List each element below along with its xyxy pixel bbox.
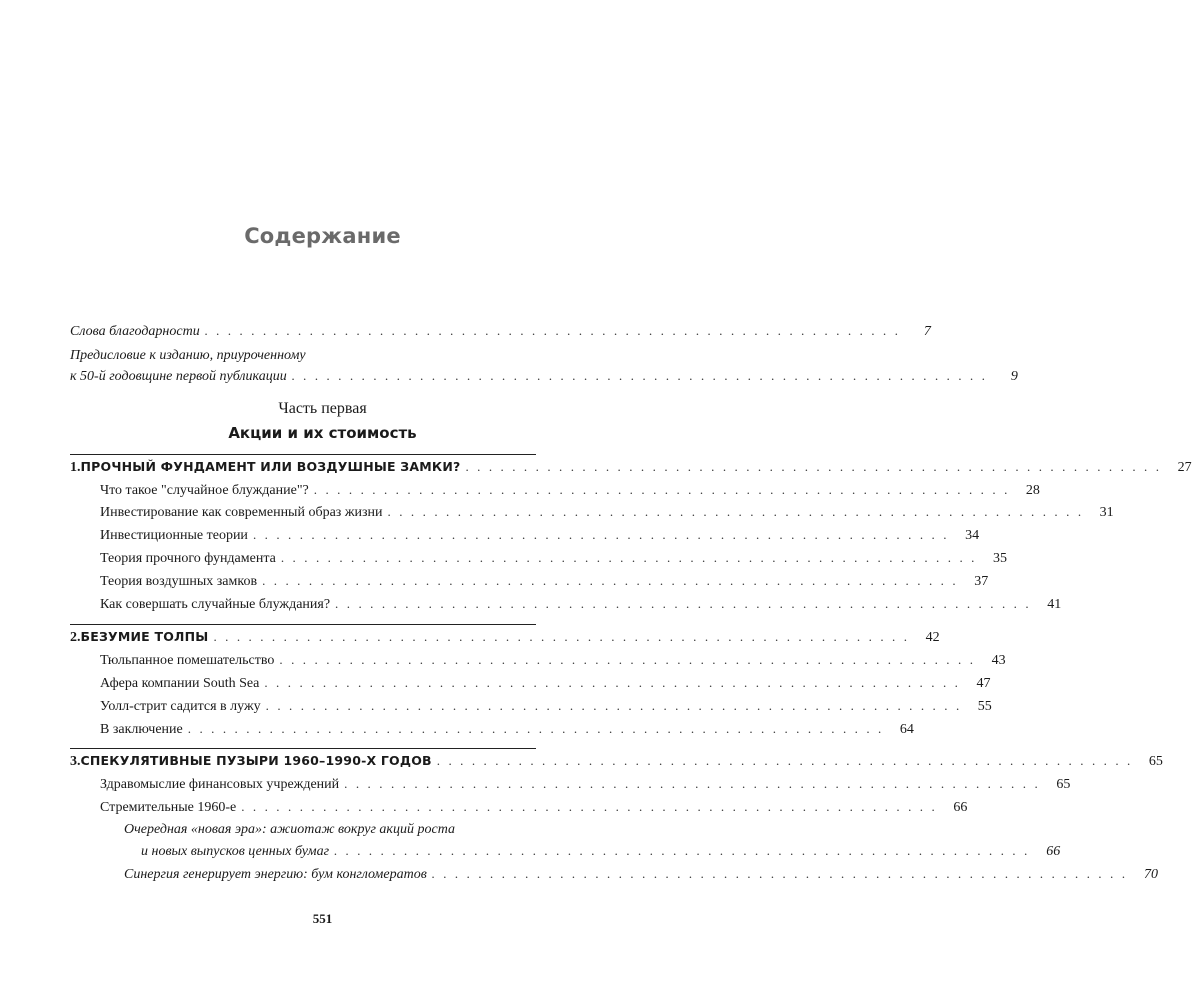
toc-entry-title-line2: к 50-й годовщине первой публикации xyxy=(70,369,287,384)
dot-leader: . . . . . . . . . . . . . . . . . . . . . . . . . . . . . . . . . . . . . . . . . . . . . . . . . . . . . . . . . . . . xyxy=(291,368,988,383)
dot-leader: . . . . . . . . . . . . . . . . . . . . . . . . . . . . . . . . . . . . . . . . . . . . . . . . . . . . . . . . . . . . xyxy=(262,573,959,588)
dot-leader: . . . . . . . . . . . . . . . . . . . . . . . . . . . . . . . . . . . . . . . . . . . . . . . . . . . . . . . . . . . . xyxy=(313,482,1010,497)
section-entry[interactable] xyxy=(100,720,914,739)
subsection-title-line2: и новых выпусков ценных бумаг xyxy=(141,844,330,859)
section-entry[interactable] xyxy=(100,549,1007,568)
section-title: Инвестирование как современный образ жизни xyxy=(100,505,383,520)
toc-entry[interactable] xyxy=(70,367,1018,386)
chapter-heading[interactable] xyxy=(70,628,940,647)
dot-leader: . . . . . . . . . . . . . . . . . . . . . . . . . . . . . . . . . . . . . . . . . . . . . . . . . . . . . . . . . . . . xyxy=(252,527,950,542)
dot-leader: . . . . . . . . . . . . . . . . . . . . . . . . . . . . . . . . . . . . . . . . . . . . . . . . . . . . . . . . . . . . xyxy=(213,629,910,644)
section-title: Теория воздушных замков xyxy=(100,574,258,589)
section-page: 41 xyxy=(1047,597,1062,612)
section-entry[interactable] xyxy=(100,526,980,545)
section-page: 35 xyxy=(993,551,1007,566)
section-title: Стремительные 1960-е xyxy=(100,800,237,815)
section-title: Афера компании South Sea xyxy=(100,676,260,691)
section-entry[interactable] xyxy=(100,481,1040,500)
section-entry[interactable] xyxy=(100,651,1006,670)
chapter-page: 42 xyxy=(925,630,940,645)
toc-entry[interactable] xyxy=(70,322,931,341)
dot-leader: . . . . . . . . . . . . . . . . . . . . . . . . . . . . . . . . . . . . . . . . . . . . . . . . . . . . . . . . . . . . xyxy=(344,776,1041,791)
section-entry[interactable] xyxy=(100,697,992,716)
section-page: 64 xyxy=(899,722,914,737)
chapter-title: СПЕКУЛЯТИВНЫЕ ПУЗЫРИ 1960–1990-Х ГОДОВ xyxy=(80,753,432,768)
section-entry[interactable] xyxy=(100,674,991,693)
section-page: 55 xyxy=(977,699,992,714)
section-title: Как совершать случайные блуждания? xyxy=(100,597,331,612)
section-page: 31 xyxy=(1099,505,1114,520)
toc-entry-title: Слова благодарности xyxy=(70,324,200,339)
subsection-page: 70 xyxy=(1143,867,1158,882)
chapter-page: 27 xyxy=(1177,460,1192,475)
toc-entry-page: 9 xyxy=(1010,369,1018,384)
subsection-entry[interactable] xyxy=(141,842,1061,861)
toc-entry-page: 7 xyxy=(923,324,931,339)
dot-leader: . . . . . . . . . . . . . . . . . . . . . . . . . . . . . . . . . . . . . . . . . . . . . . . . . . . . . . . . . . . . xyxy=(465,459,1162,474)
chapter-number: 1. xyxy=(70,460,81,475)
dot-leader: . . . . . . . . . . . . . . . . . . . . . . . . . . . . . . . . . . . . . . . . . . . . . . . . . . . . . . . . . . . . xyxy=(280,550,977,565)
chapter-divider xyxy=(70,748,536,749)
chapter-number: 2. xyxy=(70,630,81,645)
dot-leader: . . . . . . . . . . . . . . . . . . . . . . . . . . . . . . . . . . . . . . . . . . . . . . . . . . . . . . . . . . . . xyxy=(335,596,1032,611)
page-number: 551 xyxy=(312,911,333,926)
section-entry[interactable] xyxy=(100,595,1062,614)
subsection-page: 66 xyxy=(1046,844,1061,859)
dot-leader: . . . . . . . . . . . . . . . . . . . . . . . . . . . . . . . . . . . . . . . . . . . . . . . . . . . . . . . . . . . . xyxy=(241,799,938,814)
subsection-entry[interactable] xyxy=(124,865,1158,884)
dot-leader: . . . . . . . . . . . . . . . . . . . . . . . . . . . . . . . . . . . . . . . . . . . . . . . . . . . . . . . . . . . . xyxy=(187,721,884,736)
section-page: 66 xyxy=(953,800,968,815)
section-title: Теория прочного фундамента xyxy=(100,551,276,566)
dot-leader: . . . . . . . . . . . . . . . . . . . . . . . . . . . . . . . . . . . . . . . . . . . . . . . . . . . . . . . . . . . . xyxy=(431,866,1128,881)
dot-leader: . . . . . . . . . . . . . . . . . . . . . . . . . . . . . . . . . . . . . . . . . . . . . . . . . . . . . . . . . . . . xyxy=(279,652,976,667)
section-entry[interactable] xyxy=(100,572,989,591)
subsection-title-line1[interactable]: Очередная «новая эра»: ажиотаж вокруг акций роста xyxy=(124,822,455,837)
section-title: Здравомыслие финансовых учреждений xyxy=(100,777,340,792)
part-title: Акции и их стоимость xyxy=(228,424,417,442)
section-entry[interactable] xyxy=(100,775,1071,794)
section-title: Уолл-стрит садится в лужу xyxy=(100,699,261,714)
dot-leader: . . . . . . . . . . . . . . . . . . . . . . . . . . . . . . . . . . . . . . . . . . . . . . . . . . . . . . . . . . . . xyxy=(334,843,1031,858)
section-page: 47 xyxy=(976,676,991,691)
chapter-divider xyxy=(70,624,536,625)
section-page: 65 xyxy=(1056,777,1071,792)
dot-leader: . . . . . . . . . . . . . . . . . . . . . . . . . . . . . . . . . . . . . . . . . . . . . . . . . . . . . . . . . . . . xyxy=(265,698,962,713)
dot-leader: . . . . . . . . . . . . . . . . . . . . . . . . . . . . . . . . . . . . . . . . . . . . . . . . . . . . . . . . . . . . xyxy=(436,753,1133,768)
section-title: Тюльпанное помешательство xyxy=(100,653,275,668)
section-title: Инвестиционные теории xyxy=(100,528,248,543)
chapter-heading[interactable] xyxy=(70,458,1192,477)
dot-leader: . . . . . . . . . . . . . . . . . . . . . . . . . . . . . . . . . . . . . . . . . . . . . . . . . . . . . . . . . . . . xyxy=(264,675,961,690)
chapter-title: ПРОЧНЫЙ ФУНДАМЕНТ ИЛИ ВОЗДУШНЫЕ ЗАМКИ? xyxy=(80,459,461,474)
section-title: Что такое "случайное блуждание"? xyxy=(100,483,309,498)
section-page: 34 xyxy=(965,528,980,543)
section-page: 37 xyxy=(974,574,989,589)
chapter-divider xyxy=(70,454,536,455)
section-page: 28 xyxy=(1025,483,1040,498)
section-title: В заключение xyxy=(100,722,183,737)
dot-leader: . . . . . . . . . . . . . . . . . . . . . . . . . . . . . . . . . . . . . . . . . . . . . . . . . . . . . . . . . . . . xyxy=(204,323,901,338)
section-entry[interactable] xyxy=(100,503,1114,522)
toc-entry-title-line1[interactable]: Предисловие к изданию, приуроченному xyxy=(70,348,306,363)
subsection-title: Синергия генерирует энергию: бум конгломератов xyxy=(124,867,427,882)
page-title: Содержание xyxy=(244,224,401,248)
chapter-number: 3. xyxy=(70,754,81,769)
section-page: 43 xyxy=(991,653,1006,668)
section-entry[interactable] xyxy=(100,798,968,817)
chapter-heading[interactable] xyxy=(70,752,1163,771)
chapter-title: БЕЗУМИЕ ТОЛПЫ xyxy=(80,629,209,644)
part-label: Часть первая xyxy=(278,400,367,417)
dot-leader: . . . . . . . . . . . . . . . . . . . . . . . . . . . . . . . . . . . . . . . . . . . . . . . . . . . . . . . . . . . . xyxy=(387,504,1084,519)
chapter-page: 65 xyxy=(1148,754,1163,769)
